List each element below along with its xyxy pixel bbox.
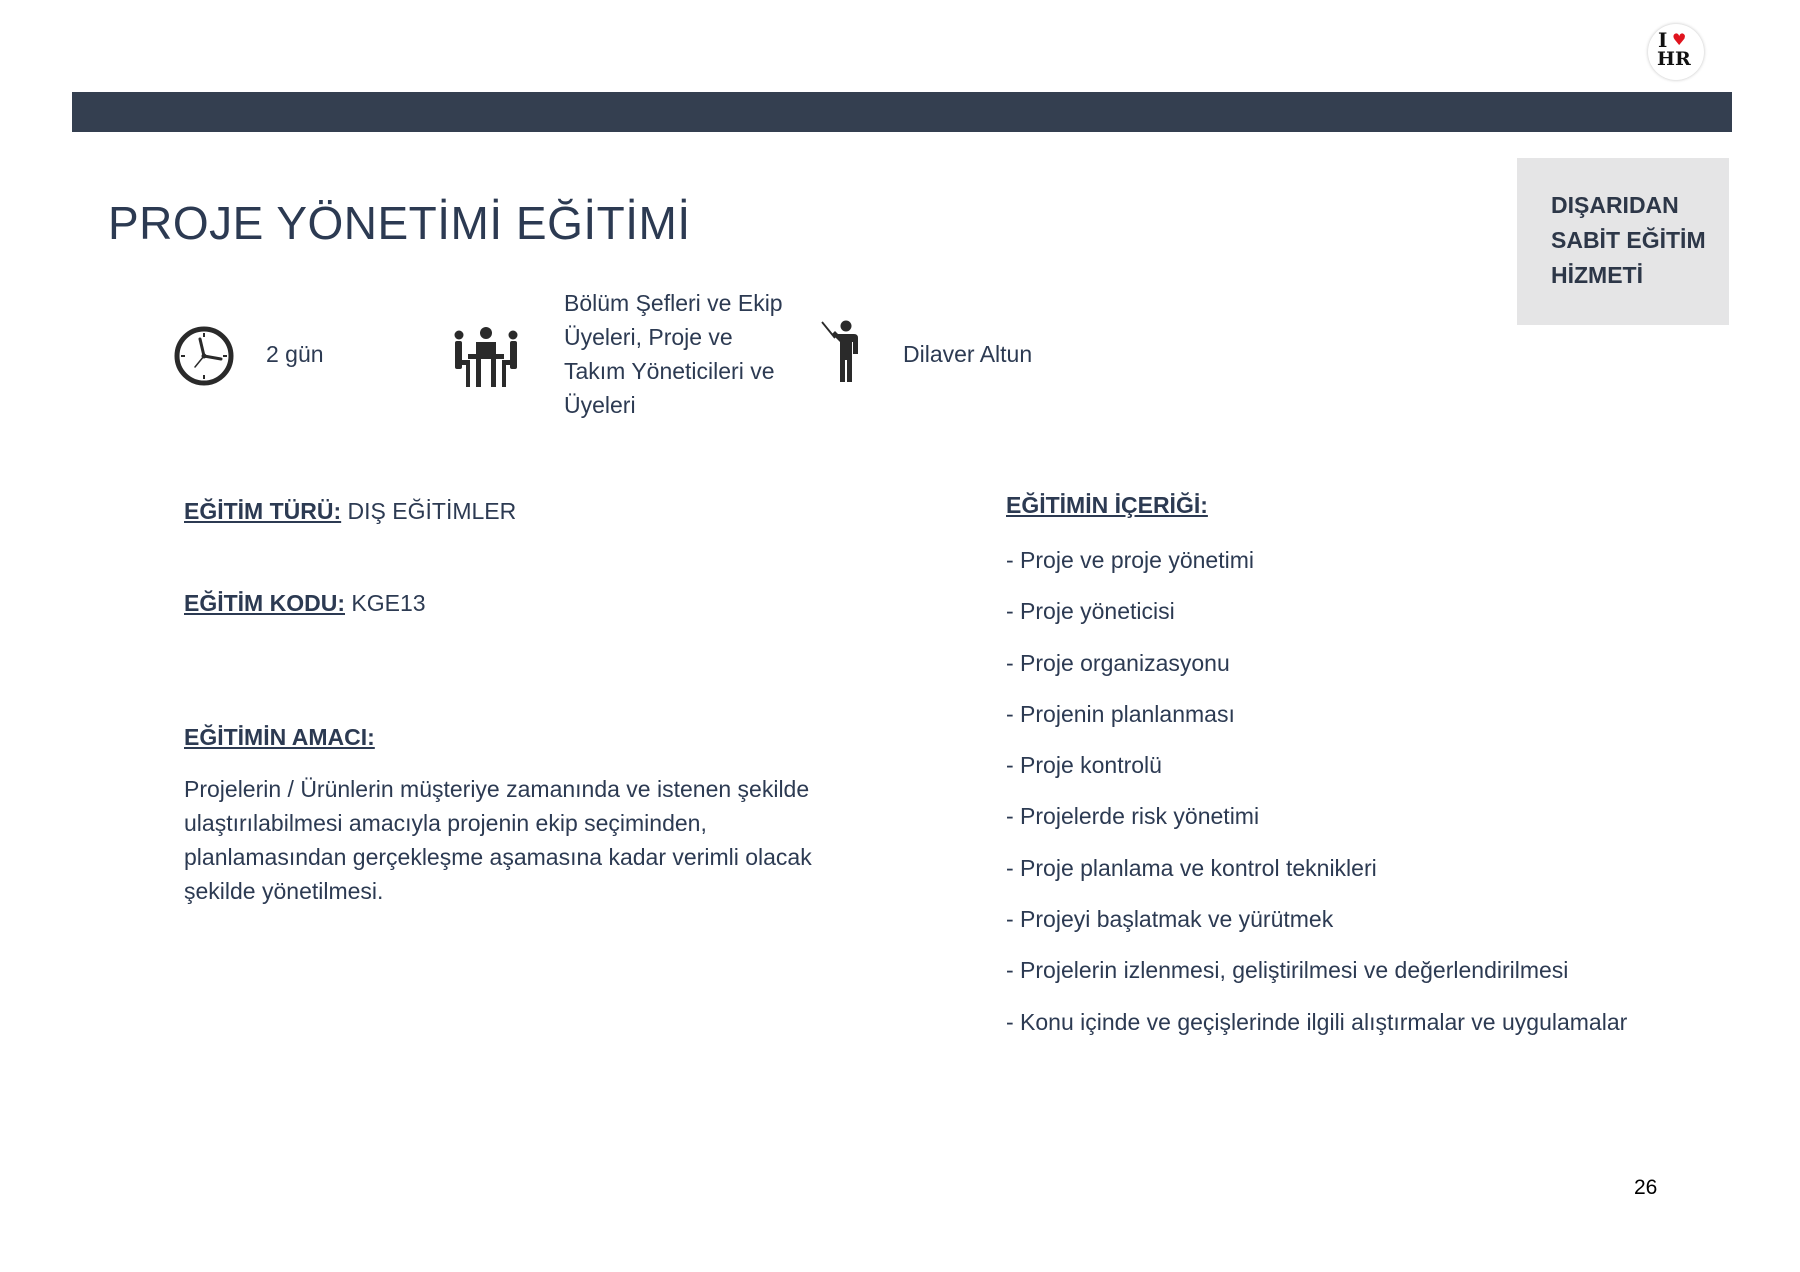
- page-title: PROJE YÖNETİMİ EĞİTİMİ: [108, 197, 691, 249]
- audience-line-3: Takım Yöneticileri ve: [564, 358, 775, 384]
- purpose-text: [184, 772, 884, 908]
- logo-text-i: I: [1658, 28, 1668, 52]
- badge-line-1: DIŞARIDAN: [1551, 192, 1679, 218]
- training-code: [184, 590, 426, 617]
- list-item: - Projelerde risk yönetimi: [1006, 803, 1260, 830]
- list-item: - Proje kontrolü: [1006, 752, 1162, 779]
- list-item: - Proje ve proje yönetimi: [1006, 547, 1254, 573]
- training-code-label: EĞİTİM KODU:: [184, 590, 345, 616]
- list-item: - Proje organizasyonu: [1006, 649, 1230, 676]
- service-type-badge: [1517, 158, 1729, 325]
- training-type: [184, 498, 516, 525]
- i-love-hr-logo: [1648, 24, 1704, 80]
- logo-text-hr: HR: [1657, 48, 1691, 70]
- list-item: - Proje planlama ve kontrol teknikleri: [1006, 854, 1377, 881]
- training-code-value: KGE13: [345, 590, 426, 616]
- list-item: - Projenin planlanması: [1006, 700, 1235, 727]
- purpose-line-3: planlamasından gerçekleşme aşamasına kadar verimli olacak: [184, 844, 812, 870]
- content-heading: EĞİTİMİN İÇERİĞİ:: [1006, 492, 1208, 518]
- audience-value: [564, 286, 783, 422]
- content-list: [1006, 540, 1627, 1053]
- page-number: 26: [1634, 1176, 1658, 1199]
- meeting-people-icon: [454, 326, 518, 390]
- purpose-line-1: Projelerin / Ürünlerin müşteriye zamanında ve istenen şekilde: [184, 776, 810, 802]
- purpose-line-2: ulaştırılabilmesi amacıyla projenin ekip seçiminden,: [184, 810, 707, 836]
- list-item: - Konu içinde ve geçişlerinde ilgili alıştırmalar ve uygulamalar: [1006, 1008, 1628, 1035]
- training-type-value: DIŞ EĞİTİMLER: [341, 498, 517, 524]
- list-item: - Proje yöneticisi: [1006, 598, 1175, 625]
- audience-line-1: Bölüm Şefleri ve Ekip: [564, 290, 783, 316]
- purpose-line-4: şekilde yönetilmesi.: [184, 878, 384, 904]
- audience-line-4: Üyeleri: [564, 392, 636, 418]
- trainer-icon: [820, 320, 860, 384]
- clock-icon: [173, 325, 235, 387]
- badge-line-3: HİZMETİ: [1551, 262, 1643, 288]
- list-item: - Projelerin izlenmesi, geliştirilmesi ve değerlendirilmesi: [1006, 957, 1569, 984]
- audience-line-2: Üyeleri, Proje ve: [564, 324, 733, 350]
- badge-line-2: SABİT EĞİTİM: [1551, 227, 1706, 253]
- purpose-label: EĞİTİMİN AMACI:: [184, 724, 375, 750]
- training-type-label: EĞİTİM TÜRÜ:: [184, 498, 342, 524]
- list-item: - Projeyi başlatmak ve yürütmek: [1006, 906, 1334, 933]
- heart-icon: ♥: [1672, 30, 1687, 49]
- purpose-heading: [184, 724, 375, 751]
- trainer-value: Dilaver Altun: [903, 341, 1033, 367]
- duration-value: 2 gün: [266, 341, 324, 367]
- header-bar: [72, 92, 1732, 132]
